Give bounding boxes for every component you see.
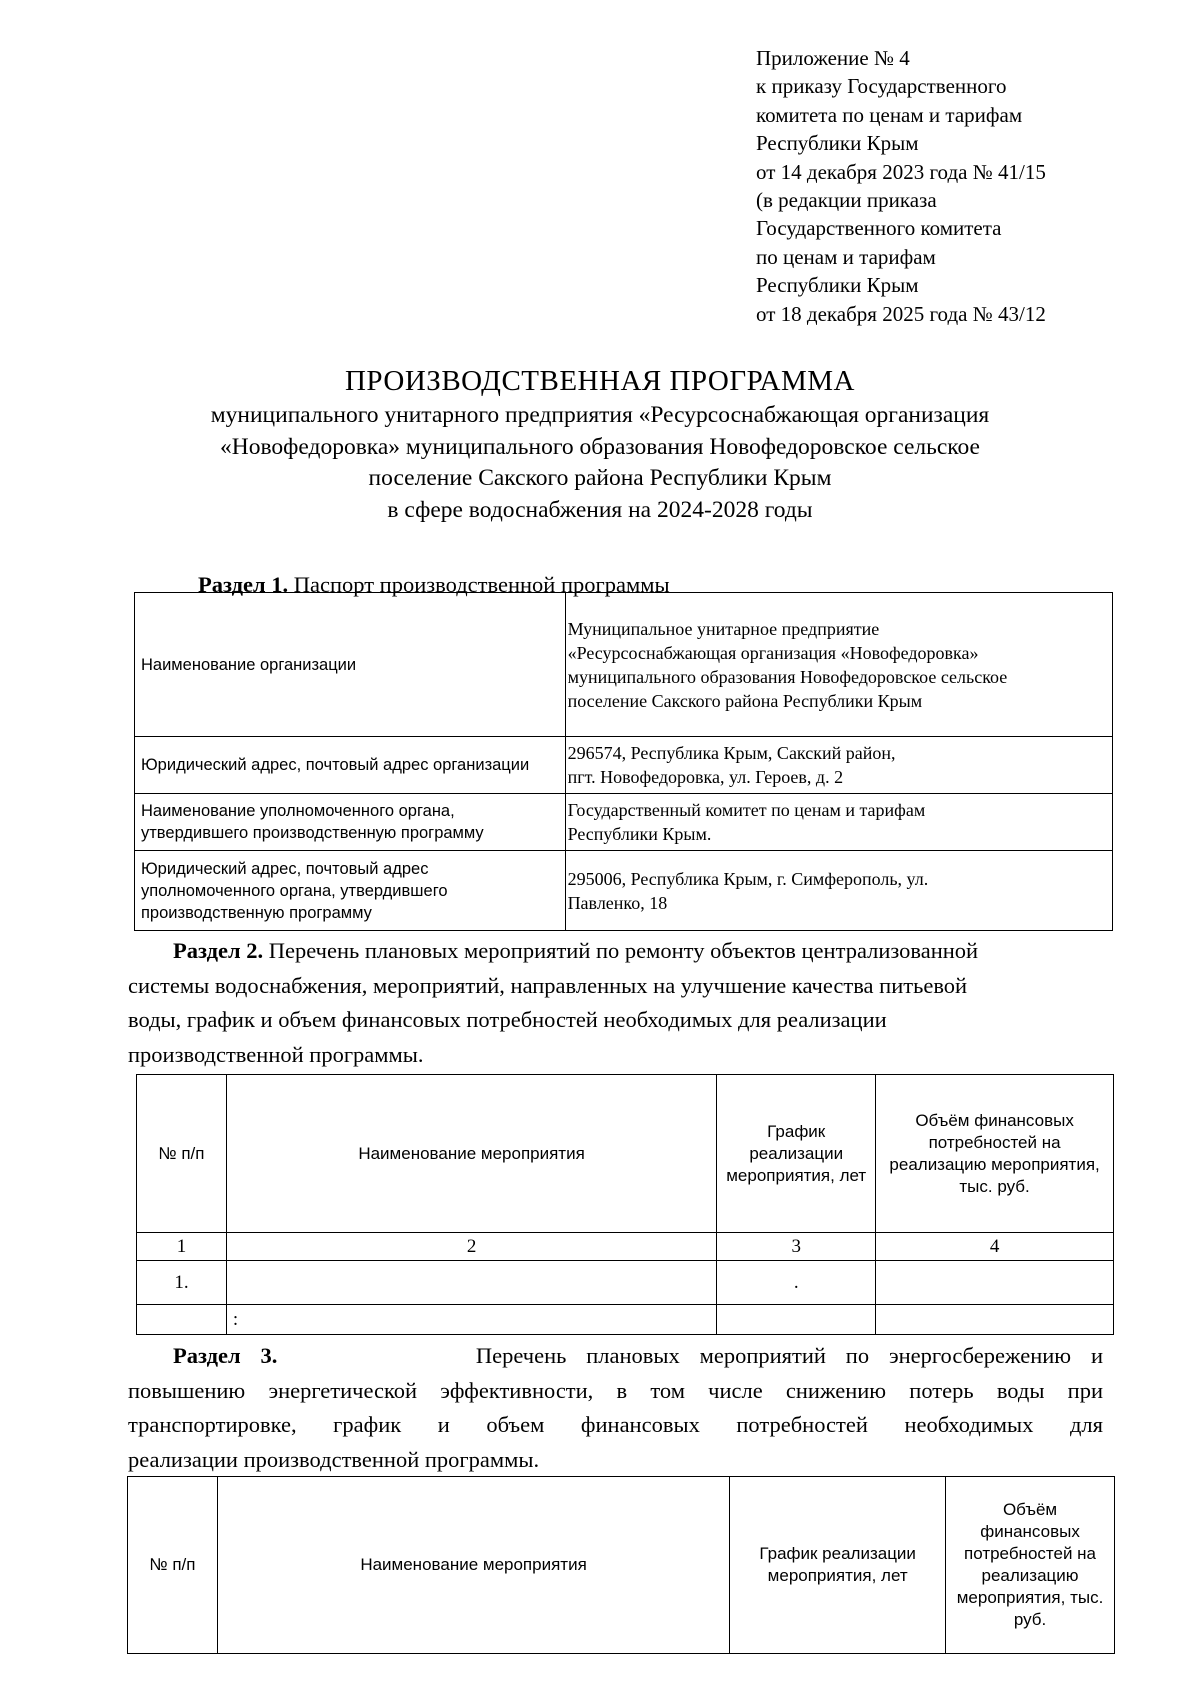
appendix-line: Республики Крым [756, 131, 919, 156]
subtitle-line: муниципального унитарного предприятия «Ресурсоснабжающая организация [210, 402, 990, 428]
main-title: ПРОИЗВОДСТВЕННАЯ ПРОГРАММА [344, 365, 855, 397]
passport-value-line: «Ресурсоснабжающая организация «Новофедоровка» [567, 642, 979, 663]
table-row [135, 737, 1113, 794]
passport-value-line: Муниципальное унитарное предприятие [567, 618, 880, 639]
passport-value [565, 593, 1112, 737]
table-row [137, 1261, 1114, 1305]
section3-text: повышению энергетической эффективности, в том числе снижению потерь воды при [128, 1377, 1103, 1403]
section1-label: Раздел 1. [198, 572, 289, 597]
table-cell: : [226, 1305, 716, 1335]
passport-label: Наименование уполномоченного органа, утвердившего производственную программу [135, 794, 566, 851]
appendix-line: комитета по ценам и тарифам [756, 102, 1023, 127]
column-number: 3 [717, 1233, 876, 1261]
table-header-row [137, 1075, 1114, 1233]
section2-text: Перечень плановых мероприятий по ремонту объектов централизованной [263, 938, 979, 963]
appendix-line: Приложение № 4 [756, 46, 910, 70]
column-header: График реализации мероприятия, лет [717, 1075, 876, 1233]
section2-text: производственной программы. [128, 1041, 424, 1067]
section3-text: Перечень плановых мероприятий по энергосбережению и [475, 1343, 1104, 1368]
table-row [137, 1305, 1114, 1335]
passport-value [565, 794, 1112, 851]
column-number: 1 [137, 1233, 227, 1261]
table-row [135, 794, 1113, 851]
column-number: 4 [876, 1233, 1114, 1261]
passport-table [134, 592, 1113, 931]
table-row [137, 1233, 1114, 1261]
column-header: № п/п [128, 1477, 218, 1654]
table-cell [876, 1261, 1114, 1305]
subtitle-line: поселение Сакского района Республики Крым [368, 465, 832, 491]
passport-value-line: пгт. Новофедоровка, ул. Героев, д. 2 [567, 767, 844, 787]
column-header: График реализации мероприятия, лет [730, 1477, 946, 1654]
section2-table [136, 1074, 1114, 1335]
passport-value-line: муниципального образования Новофедоровское сельское [567, 666, 1008, 687]
column-header: Наименование мероприятия [226, 1075, 716, 1233]
section2-text: воды, график и объем финансовых потребностей необходимых для реализации [128, 1007, 887, 1032]
appendix-line: к приказу Государственного [756, 74, 1007, 99]
appendix-line: по ценам и тарифам [756, 244, 936, 269]
passport-value-line: Республики Крым. [567, 824, 712, 844]
table-cell [717, 1305, 876, 1335]
passport-value-line: 295006, Республика Крым, г. Симферополь, ул. [567, 868, 929, 889]
section3-text: транспортировке, график и объем финансовых потребностей необходимых для [128, 1412, 1103, 1437]
passport-label: Юридический адрес, почтовый адрес уполномоченного органа, утвердившего производственную программу [135, 851, 566, 931]
column-header: Объём финансовых потребностей на реализацию мероприятия, тыс. руб. [876, 1075, 1114, 1233]
table-header-row [128, 1477, 1115, 1654]
column-number: 2 [226, 1233, 716, 1261]
column-header: Наименование мероприятия [217, 1477, 729, 1654]
section3-label: Раздел 3. [173, 1343, 278, 1368]
passport-label: Наименование организации [135, 593, 566, 737]
passport-value [565, 737, 1112, 794]
passport-value-line: Павленко, 18 [567, 892, 668, 913]
passport-value-line: 296574, Республика Крым, Сакский район, [567, 743, 896, 763]
subtitle-line: в сфере водоснабжения на 2024-2028 годы [387, 496, 813, 523]
column-header: № п/п [137, 1075, 227, 1233]
section2-text: системы водоснабжения, мероприятий, направленных на улучшение качества питьевой [128, 972, 968, 998]
section3-text: реализации производственной программы. [128, 1446, 540, 1472]
table-cell [876, 1305, 1114, 1335]
table-row [135, 593, 1113, 737]
section3-table [127, 1476, 1115, 1654]
document-title [100, 362, 1100, 526]
table-cell [137, 1305, 227, 1335]
appendix-line: Республики Крым [756, 273, 919, 298]
table-row [135, 851, 1113, 931]
appendix-line: от 14 декабря 2023 года № 41/15 [756, 159, 1046, 184]
table-cell: 1. [137, 1261, 227, 1305]
table-cell [226, 1261, 716, 1305]
column-header: Объём финансовых потребностей на реализацию мероприятия, тыс. руб. [946, 1477, 1115, 1654]
section1-title: Паспорт производственной программы [288, 572, 670, 597]
passport-value-line: Государственный комитет по ценам и тарифам [567, 800, 926, 820]
section3-line [128, 1339, 1103, 1374]
appendix-line: (в редакции приказа [756, 188, 937, 213]
appendix-line: от 18 декабря 2025 года № 43/12 [756, 301, 1046, 326]
passport-value-line: поселение Сакского района Республики Крым [567, 690, 923, 711]
passport-value [565, 851, 1112, 931]
appendix-line: Государственного комитета [756, 216, 1002, 241]
section2-paragraph [128, 934, 1103, 1072]
section3-paragraph [128, 1339, 1103, 1477]
table-cell: . [717, 1261, 876, 1305]
section2-label: Раздел 2. [173, 938, 264, 963]
passport-label: Юридический адрес, почтовый адрес организации [135, 737, 566, 794]
appendix-header [756, 44, 1046, 328]
subtitle-line: «Новофедоровка» муниципального образования Новофедоровское сельское [220, 433, 980, 460]
